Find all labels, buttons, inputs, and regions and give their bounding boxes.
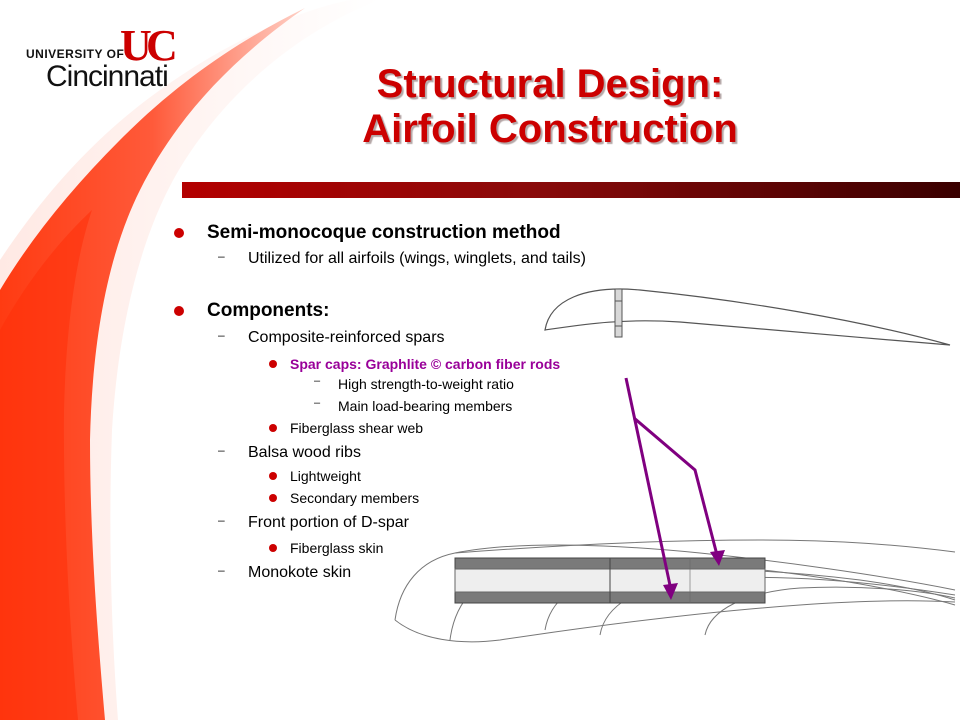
title-line-2: Airfoil Construction xyxy=(362,107,738,151)
bullet-high-strength: – High strength-to-weight ratio xyxy=(338,376,514,392)
bullet-secondary-members: Secondary members xyxy=(290,490,420,506)
title-line-1: Structural Design: xyxy=(376,62,724,106)
bullet-semi-monocoque: Semi-monocoque construction method xyxy=(207,222,561,243)
logo-cincinnati-text: Cincinnati xyxy=(46,60,168,93)
bullet-components: Components: xyxy=(207,300,330,321)
bullet-front-dspar: – Front portion of D-spar xyxy=(248,514,409,532)
title-divider-bar xyxy=(182,182,960,198)
bullet-shear-web: Fiberglass shear web xyxy=(290,420,424,436)
uc-logo-icon xyxy=(116,16,196,66)
logo-university-text: UNIVERSITY OF xyxy=(26,47,125,61)
bullet-fiberglass-skin: Fiberglass skin xyxy=(290,540,384,556)
bullet-main-load: – Main load-bearing members xyxy=(338,398,512,414)
svg-text:U: U xyxy=(120,21,152,66)
university-logo xyxy=(26,20,186,93)
bullet-spar-caps: Spar caps: Graphlite © carbon fiber rods xyxy=(290,356,561,372)
slide-title xyxy=(250,62,850,152)
bullet-utilized: – Utilized for all airfoils (wings, winglets, and tails) xyxy=(248,250,586,268)
bullet-composite-spars: – Composite-reinforced spars xyxy=(248,329,445,347)
bullet-lightweight: Lightweight xyxy=(290,468,361,484)
svg-text:C: C xyxy=(146,21,178,66)
bullet-balsa-ribs: – Balsa wood ribs xyxy=(248,444,361,462)
bullet-monokote-skin: – Monokote skin xyxy=(248,564,351,582)
